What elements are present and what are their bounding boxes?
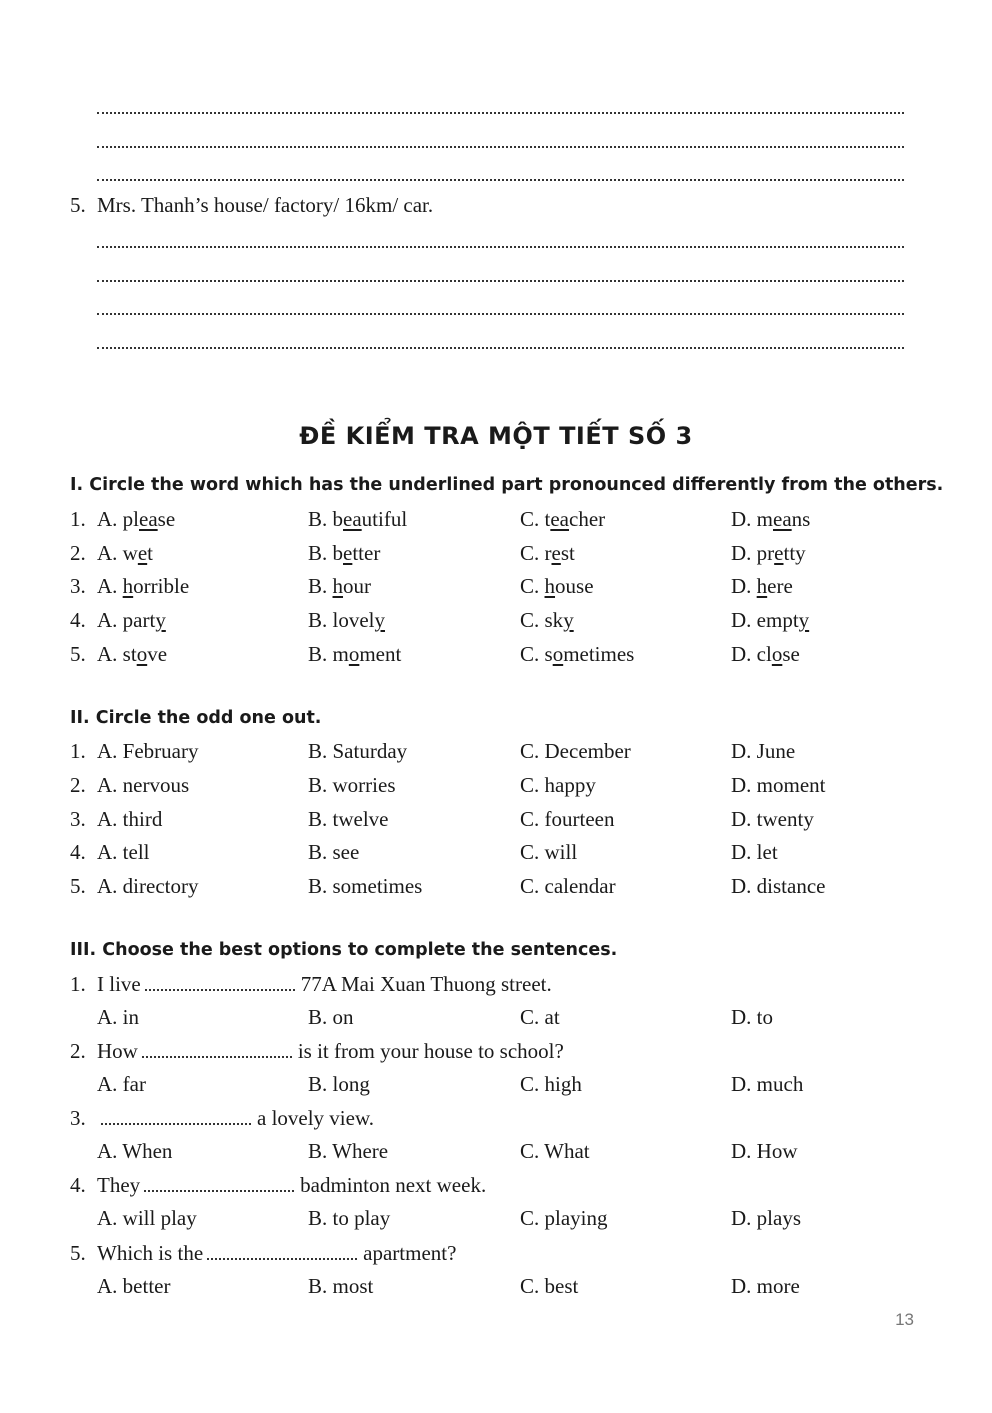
underlined-part: y	[798, 608, 810, 632]
question-number: 4.	[70, 840, 86, 864]
question-number: 3.	[70, 574, 86, 598]
option-a: A. party	[97, 608, 166, 632]
option-a: A. better	[97, 1274, 171, 1298]
option-c: C. playing	[520, 1206, 608, 1230]
question-sentence: a lovely view.	[97, 1104, 374, 1132]
option-c: C. teacher	[520, 507, 606, 531]
underlined-part: h	[122, 574, 134, 598]
option-a: A. far	[97, 1072, 146, 1096]
underlined-part: o	[136, 642, 148, 666]
question-number: 5.	[70, 1241, 86, 1265]
underlined-part: ea	[550, 507, 569, 531]
option-c: C. December	[520, 739, 631, 763]
option-d: D. moment	[731, 773, 826, 797]
question-sentence: Which is the apartment?	[97, 1241, 457, 1265]
underlined-part: y	[563, 608, 574, 632]
answer-line	[97, 226, 904, 248]
answer-line	[97, 92, 904, 114]
page-number: 13	[895, 1310, 914, 1329]
option-a: A. stove	[97, 642, 168, 666]
underlined-part: y	[155, 608, 166, 632]
underlined-part: o	[552, 642, 564, 666]
underlined-part: e	[551, 541, 561, 565]
option-c: C. sky	[520, 608, 574, 632]
option-b: B. hour	[308, 574, 372, 598]
option-d: D. pretty	[731, 541, 806, 565]
underlined-part: e	[137, 541, 148, 565]
option-a: A. horrible	[97, 574, 190, 598]
section-2-heading: II. Circle the odd one out.	[70, 708, 322, 728]
option-b: B. sometimes	[308, 874, 423, 898]
option-b: B. beautiful	[308, 507, 408, 531]
underlined-part: ea	[773, 507, 792, 531]
option-a: A. February	[97, 739, 199, 763]
question-number: 2.	[70, 773, 86, 797]
option-b: B. worries	[308, 773, 396, 797]
question-number: 4.	[70, 608, 86, 632]
answer-line	[97, 293, 904, 315]
option-d: D. twenty	[731, 807, 814, 831]
option-c: C. calendar	[520, 874, 616, 898]
option-a: A. wet	[97, 541, 154, 565]
option-b: B. Saturday	[308, 739, 408, 763]
underlined-part: h	[332, 574, 344, 598]
question-number: 1.	[70, 972, 86, 996]
blank-gap	[101, 1109, 251, 1125]
option-c: C. happy	[520, 773, 596, 797]
option-c: C. will	[520, 840, 578, 864]
option-b: B. on	[308, 1005, 354, 1029]
underlined-part: ea	[343, 507, 362, 531]
answer-line	[97, 260, 904, 282]
question-text: Mrs. Thanh’s house/ factory/ 16km/ car.	[97, 193, 434, 217]
option-c: C. at	[520, 1005, 560, 1029]
question-number: 1.	[70, 739, 86, 763]
option-a: A. directory	[97, 874, 199, 898]
option-b: B. see	[308, 840, 360, 864]
answer-line	[97, 159, 904, 181]
option-d: D. more	[731, 1274, 800, 1298]
option-c: C. high	[520, 1072, 582, 1096]
option-d: D. here	[731, 574, 793, 598]
underlined-part: h	[756, 574, 768, 598]
option-c: C. house	[520, 574, 594, 598]
option-a: A. third	[97, 807, 163, 831]
option-b: B. to play	[308, 1206, 391, 1230]
option-b: B. most	[308, 1274, 374, 1298]
test-title: ĐỀ KIỂM TRA MỘT TIẾT SỐ 3	[299, 422, 693, 450]
option-a: A. tell	[97, 840, 150, 864]
blank-gap	[142, 1042, 292, 1058]
underlined-part: e	[343, 541, 353, 565]
question-sentence: They badminton next week.	[97, 1173, 487, 1197]
option-d: D. empty	[731, 608, 810, 632]
blank-gap	[145, 975, 295, 991]
question-number: 2.	[70, 541, 86, 565]
question-number: 1.	[70, 507, 86, 531]
option-d: D. much	[731, 1072, 804, 1096]
option-a: A. please	[97, 507, 176, 531]
question-number: 5.	[70, 642, 86, 666]
option-d: D. How	[731, 1139, 798, 1163]
underlined-part: y	[374, 608, 385, 632]
answer-line	[97, 327, 904, 349]
option-b: B. Where	[308, 1139, 389, 1163]
question-number: 2.	[70, 1039, 86, 1063]
option-d: D. close	[731, 642, 800, 666]
option-d: D. June	[731, 739, 796, 763]
option-b: B. lovely	[308, 608, 385, 632]
option-b: B. long	[308, 1072, 370, 1096]
question-number: 3.	[70, 1106, 86, 1130]
option-d: D. plays	[731, 1206, 801, 1230]
section-1-heading: I. Circle the word which has the underlined part pronounced differently from the others.	[70, 475, 944, 495]
option-d: D. to	[731, 1005, 773, 1029]
underlined-part: o	[771, 642, 783, 666]
underlined-part: h	[544, 574, 556, 598]
option-c: C. What	[520, 1139, 590, 1163]
option-c: C. fourteen	[520, 807, 615, 831]
question-number: 4.	[70, 1173, 86, 1197]
option-d: D. means	[731, 507, 811, 531]
option-c: C. sometimes	[520, 642, 635, 666]
underlined-part: ea	[139, 507, 158, 531]
option-d: D. distance	[731, 874, 826, 898]
question-sentence: I live 77A Mai Xuan Thuong street.	[97, 972, 552, 996]
question-number: 5.	[70, 193, 86, 217]
question-number: 3.	[70, 807, 86, 831]
section-3-heading: III. Choose the best options to complete the sentences.	[70, 940, 618, 960]
underlined-part: o	[348, 642, 360, 666]
question-number: 5.	[70, 874, 86, 898]
underlined-part: e	[774, 541, 784, 565]
option-d: D. let	[731, 840, 778, 864]
option-b: B. better	[308, 541, 381, 565]
option-a: A. will play	[97, 1206, 197, 1230]
blank-gap	[207, 1244, 357, 1260]
option-b: B. twelve	[308, 807, 389, 831]
question-sentence: How is it from your house to school?	[97, 1039, 564, 1063]
option-a: A. nervous	[97, 773, 190, 797]
option-a: A. in	[97, 1005, 139, 1029]
option-c: C. rest	[520, 541, 575, 565]
blank-gap	[144, 1176, 294, 1192]
option-b: B. moment	[308, 642, 402, 666]
answer-line	[97, 126, 904, 148]
option-a: A. When	[97, 1139, 173, 1163]
option-c: C. best	[520, 1274, 579, 1298]
